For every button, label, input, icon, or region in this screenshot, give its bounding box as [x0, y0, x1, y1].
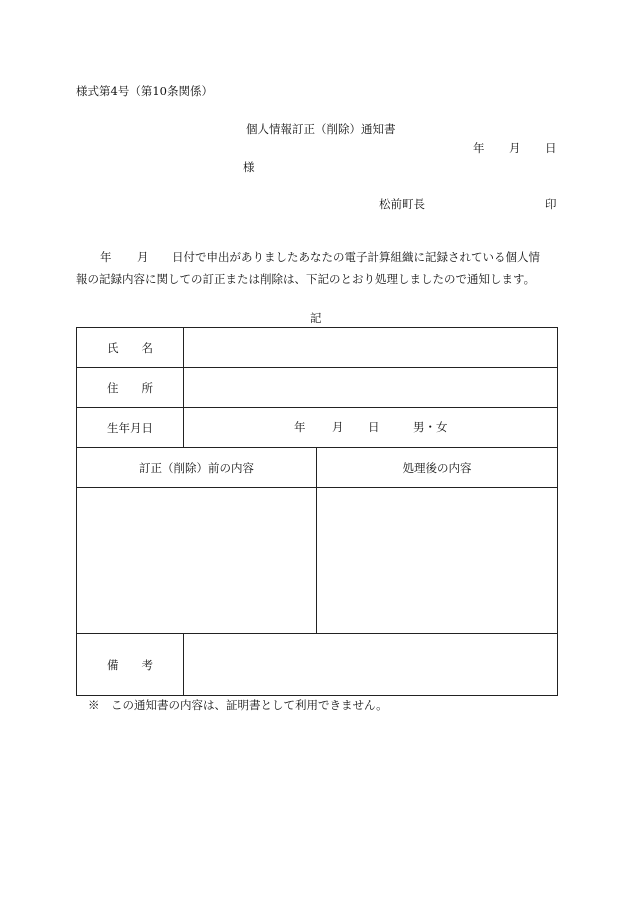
seal-mark: 印: [545, 197, 557, 211]
dob-year: 年: [294, 420, 306, 434]
remarks-label: 備 考: [77, 634, 184, 696]
name-label: 氏 名: [77, 328, 184, 368]
issuer-name: 松前町長: [379, 197, 425, 211]
name-field: [184, 328, 558, 368]
body-rest: 日付で申出がありましたあなたの電子計算組織に記録されている個人情: [172, 250, 540, 264]
dob-month: 月: [332, 420, 344, 434]
body-year: 年: [100, 250, 112, 264]
footnote: ※ この通知書の内容は、証明書として利用できません。: [88, 698, 388, 712]
before-content-field: [77, 488, 317, 634]
remarks-field: [184, 634, 558, 696]
addressee-suffix: 様: [243, 160, 255, 174]
ki-label: 記: [310, 311, 322, 325]
dob-field: [184, 408, 558, 448]
after-content-field: [317, 488, 558, 634]
date-day: 日: [545, 141, 557, 155]
gender-choice: 男・女: [413, 420, 448, 434]
document-title: 個人情報訂正（削除）通知書: [246, 122, 396, 136]
form-number: 様式第4号（第10条関係）: [76, 84, 213, 98]
date-month: 月: [509, 141, 521, 155]
body-line-2: 報の記録内容に関しての訂正または削除は、下記のとおり処理しましたので通知します。: [76, 272, 536, 286]
body-month: 月: [137, 250, 149, 264]
address-label: 住 所: [77, 368, 184, 408]
address-field: [184, 368, 558, 408]
dob-day: 日: [368, 420, 380, 434]
after-content-label: 処理後の内容: [317, 448, 558, 488]
record-table: [76, 327, 558, 696]
before-content-label: 訂正（削除）前の内容: [77, 448, 317, 488]
dob-label: 生年月日: [77, 408, 184, 448]
date-year: 年: [473, 141, 485, 155]
